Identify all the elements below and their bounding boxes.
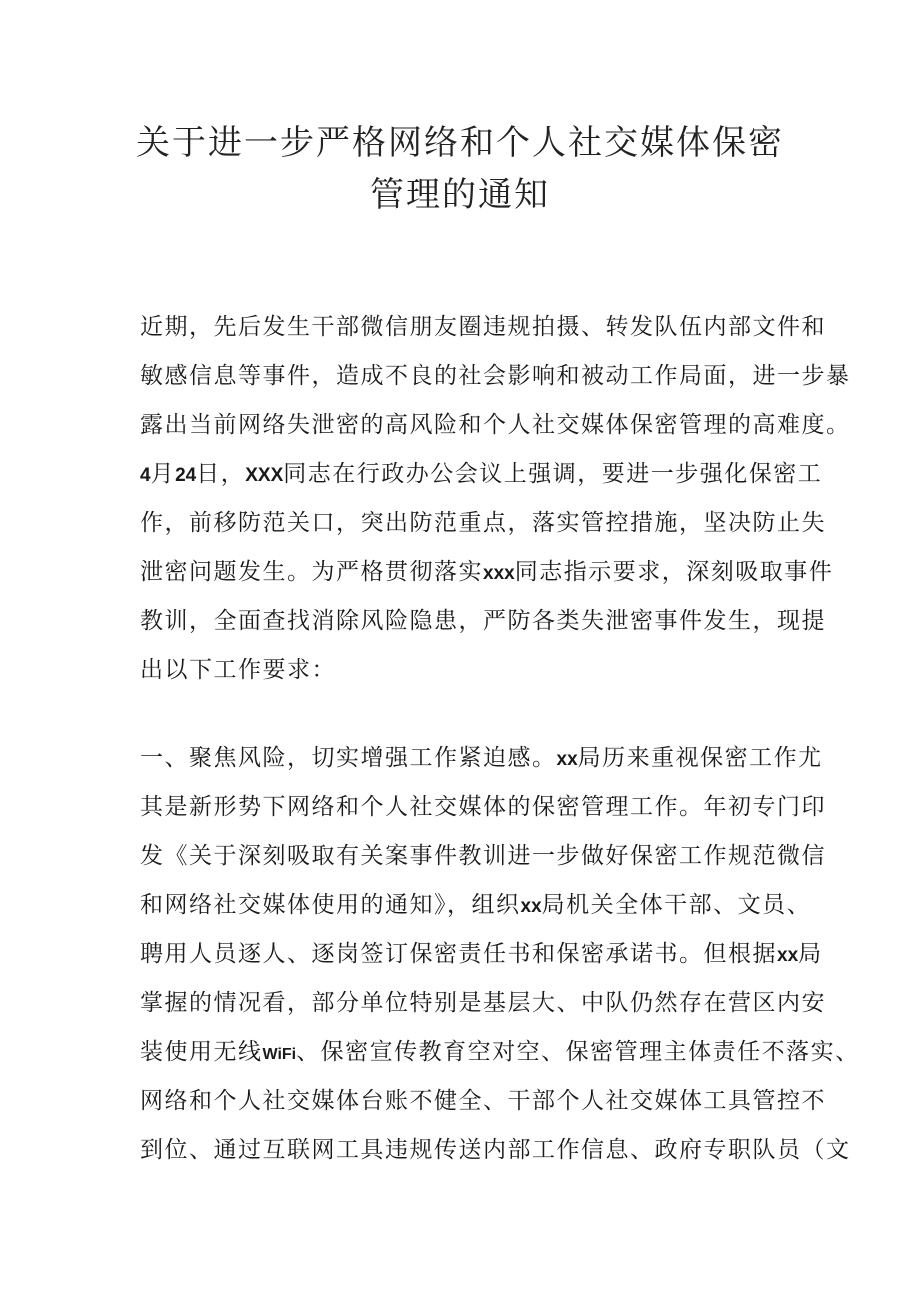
paragraph-2-line-7 <box>140 1037 860 1070</box>
paragraph-2-line-2: 其是新形势下网络和个人社交媒体的保密管理工作。年初专门印 <box>140 794 826 820</box>
paragraph-1-line-6-text-b: 同志指示要求，深刻吸取事件 <box>514 559 834 585</box>
paragraph-1-line-8: 出以下工作要求： <box>140 657 336 683</box>
official-name-placeholder: XXX <box>245 465 284 486</box>
date-day-char: 日， <box>196 461 246 487</box>
paragraph-2-line-7-text-b: 、保密宣传教育空对空、保密管理主体责任不落实、 <box>296 1039 860 1065</box>
paragraph-1-line-5: 作，前移防范关口，突出防范重点，落实管控措施，坚决防止失 <box>140 510 826 536</box>
paragraph-2-line-9: 到位、通过互联网工具违规传送内部工作信息、政府专职队员（文 <box>140 1137 851 1163</box>
document-title-line-1: 关于进一步严格网络和个人社交媒体保密 <box>136 123 784 163</box>
paragraph-2-line-3: 发《关于深刻吸取有关案事件教训进一步做好保密工作规范微信 <box>140 843 826 869</box>
wifi-term: WiFi <box>262 1046 297 1063</box>
paragraph-1-line-2: 敏感信息等事件，造成不良的社会影响和被动工作局面，进一步暴 <box>140 363 851 389</box>
date-month-number: 4 <box>140 465 151 486</box>
paragraph-2-line-4 <box>140 890 820 922</box>
paragraph-1-line-7: 教训，全面查找消除风险隐患，严防各类失泄密事件发生，现提 <box>140 608 826 634</box>
paragraph-2-line-6: 掌握的情况看，部分单位特别是基层大、中队仍然存在营区内安 <box>140 990 826 1016</box>
date-month-char: 月 <box>150 461 176 487</box>
paragraph-1-line-4-text: 同志在行政办公会议上强调，要进一步强化保密工 <box>283 461 823 487</box>
paragraph-1-line-6-text-a: 泄密问题发生。为严格贯彻落实 <box>140 559 483 585</box>
bureau-name-placeholder: xx <box>556 749 578 770</box>
paragraph-1-line-3: 露出当前网络失泄密的高风险和个人社交媒体保密管理的高难度。 <box>140 412 851 438</box>
paragraph-2-line-7-text-a: 装使用无线 <box>140 1039 263 1065</box>
paragraph-2-line-4-text-a: 和网络社交媒体使用的通知》，组织 <box>140 892 521 918</box>
paragraph-2-line-5-text-b: 局 <box>798 941 823 967</box>
bureau-name-placeholder: xx <box>520 896 542 917</box>
paragraph-2-line-1 <box>140 743 823 775</box>
paragraph-1-line-1: 近期，先后发生干部微信朋友圈违规拍摄、转发队伍内部文件和 <box>140 314 826 340</box>
paragraph-1-line-4 <box>140 459 823 491</box>
paragraph-2-line-4-text-b: 局机关全体干部、文员、 <box>541 892 812 918</box>
paragraph-1-line-6 <box>140 557 834 589</box>
document-title-line-2: 管理的通知 <box>370 175 550 215</box>
paragraph-2-line-8: 网络和个人社交媒体台账不健全、干部个人社交媒体工具管控不 <box>140 1088 826 1114</box>
date-day-number: 24 <box>175 465 197 486</box>
official-name-placeholder: xxx <box>483 563 515 584</box>
paragraph-2-line-1-text: 局历来重视保密工作尤 <box>577 745 823 771</box>
section-heading-text: 一、聚焦风险，切实增强工作紧迫感。 <box>140 745 557 771</box>
paragraph-2-line-5-text-a: 聘用人员逐人、逐岗签订保密责任书和保密承诺书。但根据 <box>140 941 777 967</box>
paragraph-2-line-5 <box>140 939 823 971</box>
bureau-name-placeholder: xx <box>777 945 799 966</box>
